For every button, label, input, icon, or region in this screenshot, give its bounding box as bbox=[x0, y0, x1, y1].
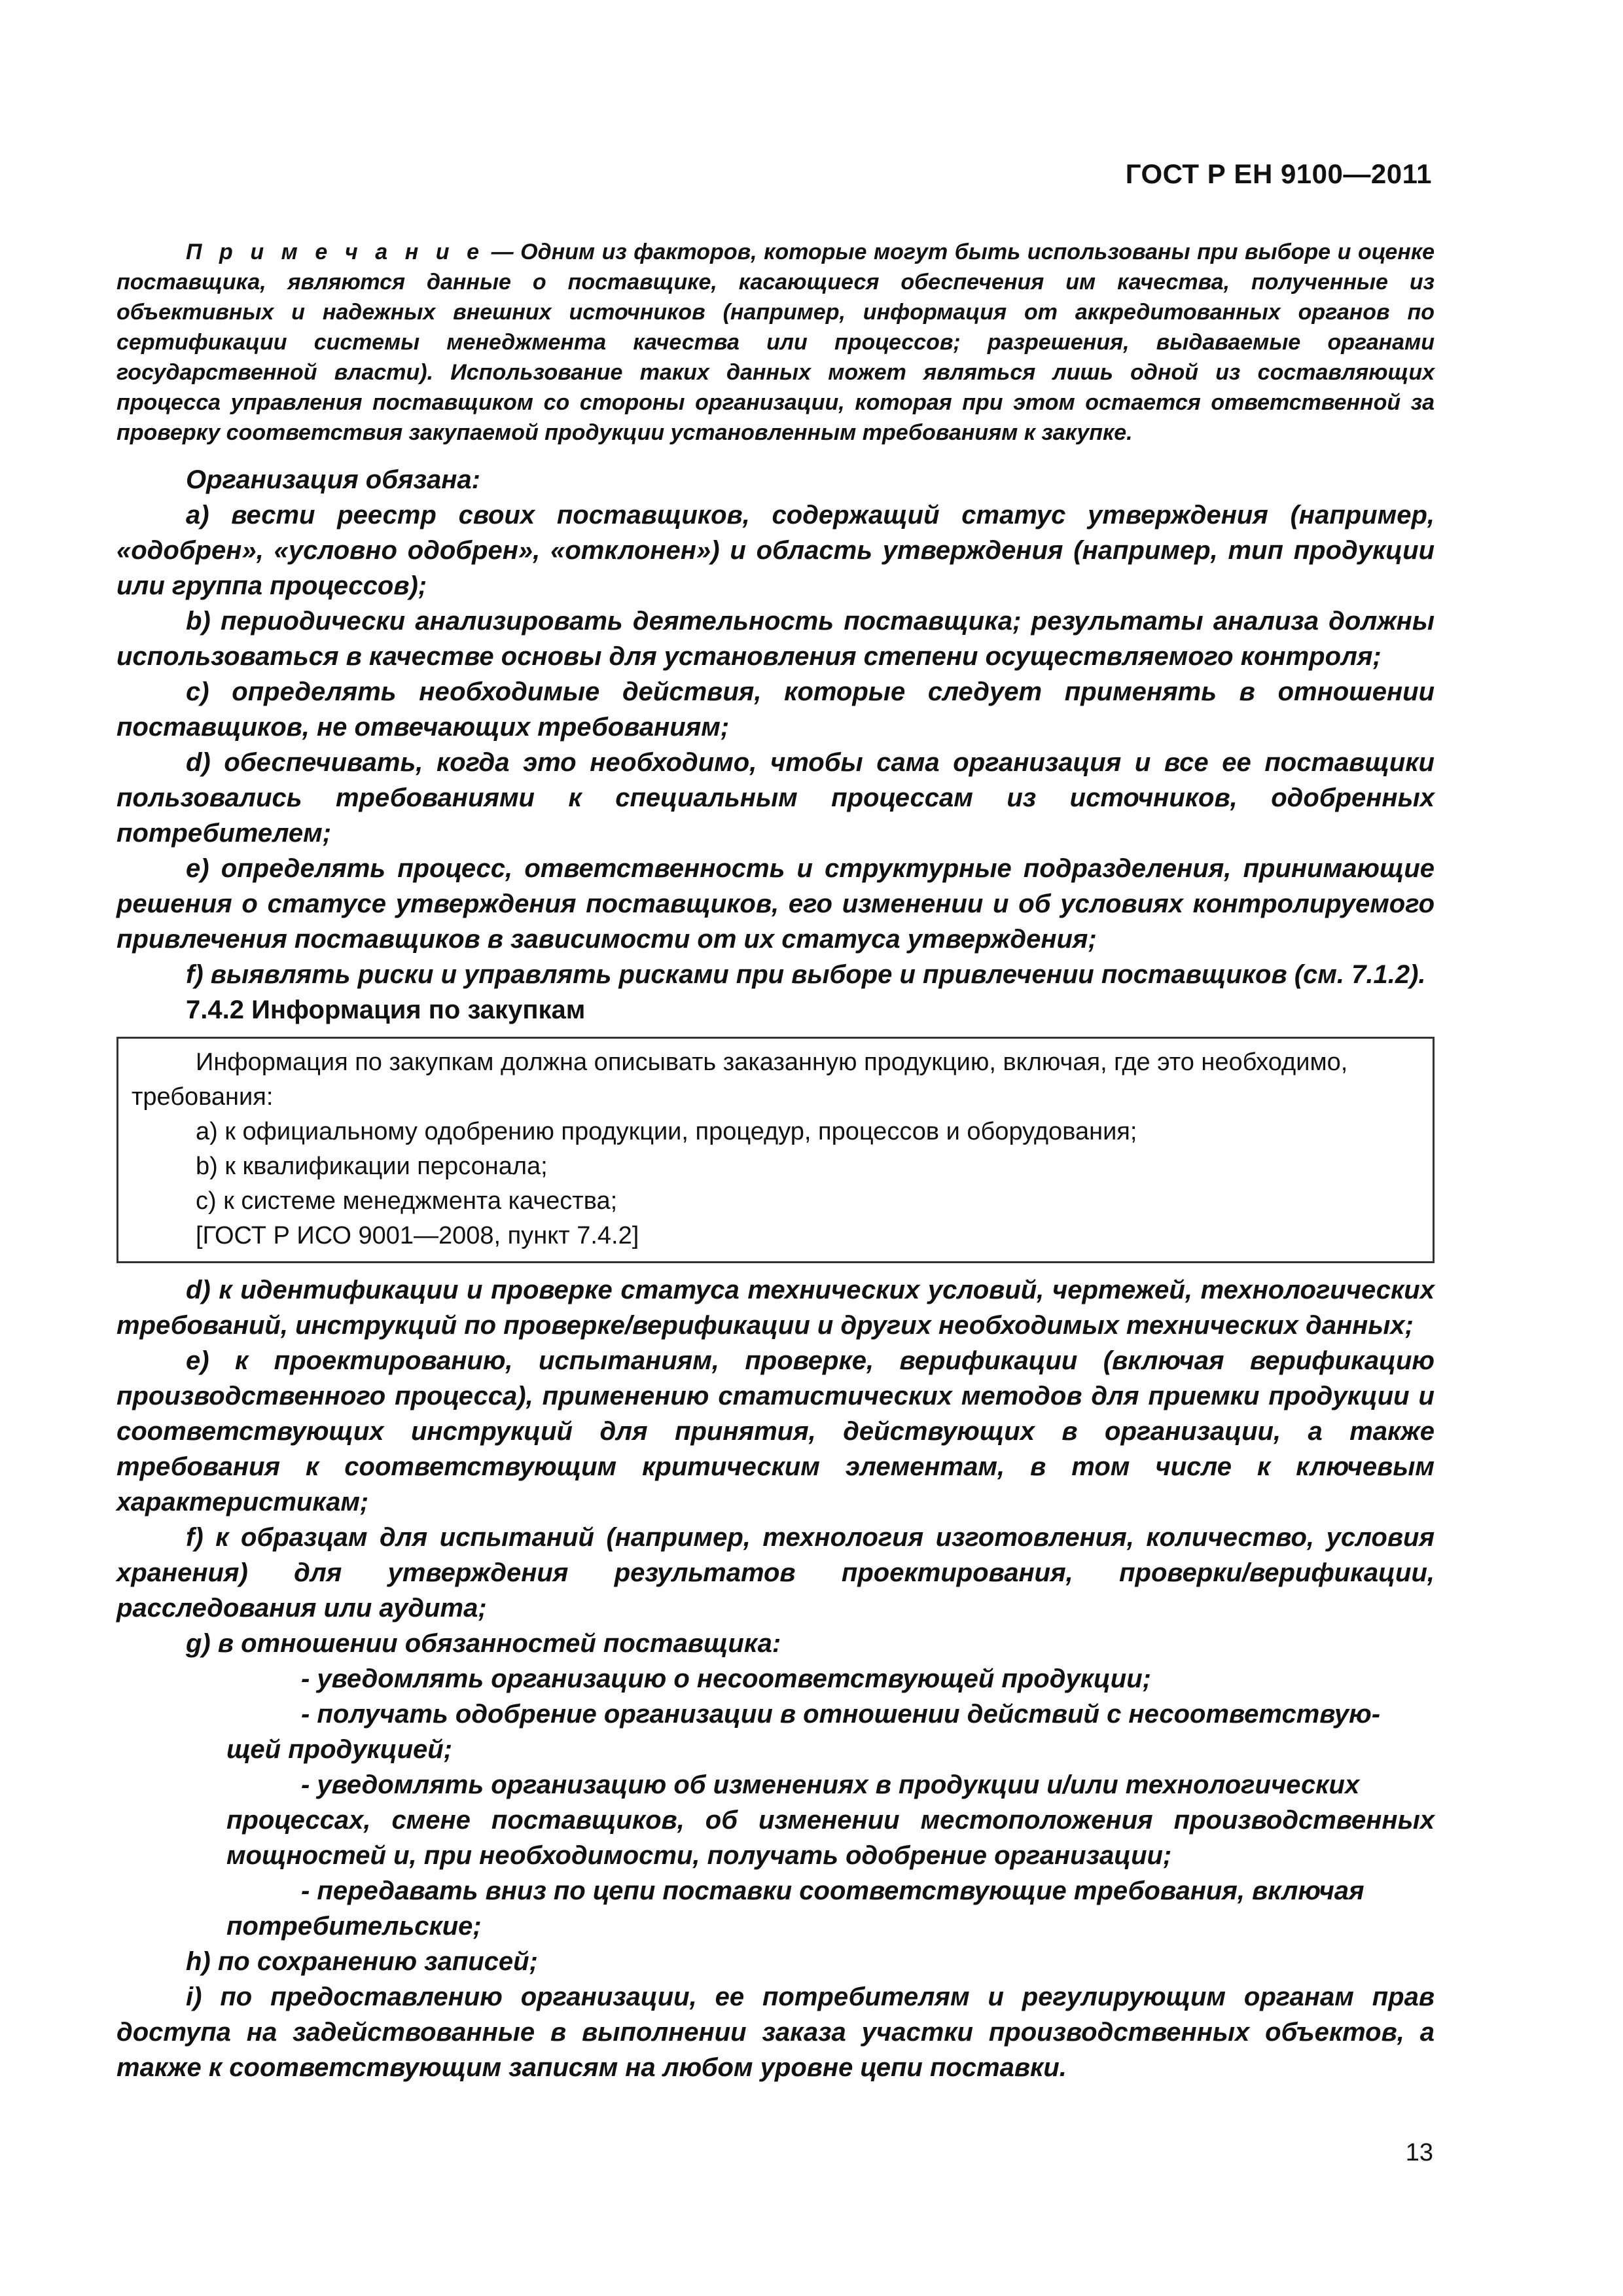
addition-item-e: e) к проектированию, испытаниям, проверке, верификации (включая верификацию производственного процесса), применению статистических методов для приемки продукции и соответствующих инструкций для принятия, действующих в организации, а также требования к соответствующим критическим элементам, в том числе к ключевым характеристикам; bbox=[116, 1346, 1435, 1516]
document-number: ГОСТ Р ЕН 9100—2011 bbox=[1125, 158, 1432, 189]
obligation-item-b: b) периодически анализировать деятельность поставщика; результаты анализа должны использоваться в качестве основы для установления степени осуществляемого контроля; bbox=[116, 607, 1435, 671]
addition-item-d: d) к идентификации и проверке статуса технических условий, чертежей, технологических требований, инструкций по проверке/верификации и других необходимых технических данных; bbox=[116, 1276, 1435, 1340]
duty-item-4: - передавать вниз по цепи поставки соответствующие требования, включая bbox=[301, 1876, 1364, 1905]
note-label: П р и м е ч а н и е bbox=[186, 240, 485, 264]
page-number: 13 bbox=[1405, 2139, 1433, 2166]
duty-item-2: - получать одобрение организации в отношении действий с несоответствую- bbox=[301, 1700, 1381, 1729]
obligations-intro: Организация обязана: bbox=[186, 465, 480, 494]
box-item-b: b) к квалификации персонала; bbox=[196, 1153, 548, 1180]
addition-item-h: h) по сохранению записей; bbox=[186, 1947, 538, 1976]
obligation-item-f: f) выявлять риски и управлять рисками при выборе и привлечении поставщиков (см. 7.1.2). bbox=[186, 960, 1426, 989]
duty-item-4-cont: потребительские; bbox=[226, 1912, 482, 1941]
obligation-item-c: c) определять необходимые действия, которые следует применять в отношении поставщиков, не отвечающих требованиям; bbox=[116, 677, 1435, 742]
duty-item-3: - уведомлять организацию об изменениях в продукции и/или технологических bbox=[301, 1770, 1360, 1799]
addition-item-i: i) по предоставлению организации, ее потребителям и регулирующим органам прав доступа на задействованные в выполнении заказа участки производственных объектов, а также к соответствующим записям на любом уровне цепи поставки. bbox=[116, 1982, 1435, 2082]
note-paragraph bbox=[116, 237, 1435, 448]
box-reference: [ГОСТ Р ИСО 9001—2008, пункт 7.4.2] bbox=[196, 1222, 639, 1249]
box-item-c: c) к системе менеджмента качества; bbox=[196, 1187, 618, 1215]
obligation-item-d: d) обеспечивать, когда это необходимо, чтобы сама организация и все ее поставщики пользовались требованиями к специальным процессам из источников, одобренных потребителем; bbox=[116, 748, 1435, 848]
note-text: — Одним из факторов, которые могут быть использованы при выборе и оценке поставщика, являются данные о поставщике, касающиеся обеспечения им качества, полученные из объективных и надежных внешних источников (например, информация от аккредитованных органов по сертификации системы менеджмента качества или процессов; разрешения, выдаваемые органами государственной власти). Использование таких данных может являться лишь одной из составляющих процесса управления поставщиком со стороны организации, которая при этом остается ответственной за проверку соответствия закупаемой продукции установленным требованиям к закупке. bbox=[116, 240, 1435, 445]
section-title: 7.4.2 Информация по закупкам bbox=[186, 996, 586, 1024]
addition-item-g: g) в отношении обязанностей поставщика: bbox=[186, 1629, 781, 1658]
duty-item-1: - уведомлять организацию о несоответствующей продукции; bbox=[301, 1664, 1151, 1693]
duty-item-3-cont: процессах, смене поставщиков, об изменении местоположения производственных мощностей и, при необходимости, получать одобрение организации; bbox=[226, 1806, 1435, 1870]
page-content bbox=[116, 237, 1435, 2085]
duty-item-2-cont: щей продукцией; bbox=[226, 1735, 453, 1764]
obligation-item-a: a) вести реестр своих поставщиков, содержащий статус утверждения (например, «одобрен», «условно одобрен», «отклонен») и область утверждения (например, тип продукции или группа процессов); bbox=[116, 501, 1435, 600]
supplier-duties-list bbox=[116, 1661, 1435, 1944]
quoted-requirements-box bbox=[116, 1037, 1435, 1263]
obligation-item-e: e) определять процесс, ответственность и структурные подразделения, принимающие решения о статусе утверждения поставщиков, его изменении и об условиях контролируемого привлечения поставщиков в зависимости от их статуса утверждения; bbox=[116, 854, 1435, 954]
addition-item-f: f) к образцам для испытаний (например, технология изготовления, количество, условия хранения) для утверждения результатов проектирования, проверки/верификации, расследования или аудита; bbox=[116, 1523, 1435, 1623]
box-intro: Информация по закупкам должна описывать заказанную продукцию, включая, где это необходимо, требования: bbox=[132, 1049, 1348, 1111]
box-item-a: a) к официальному одобрению продукции, процедур, процессов и оборудования; bbox=[196, 1118, 1137, 1145]
